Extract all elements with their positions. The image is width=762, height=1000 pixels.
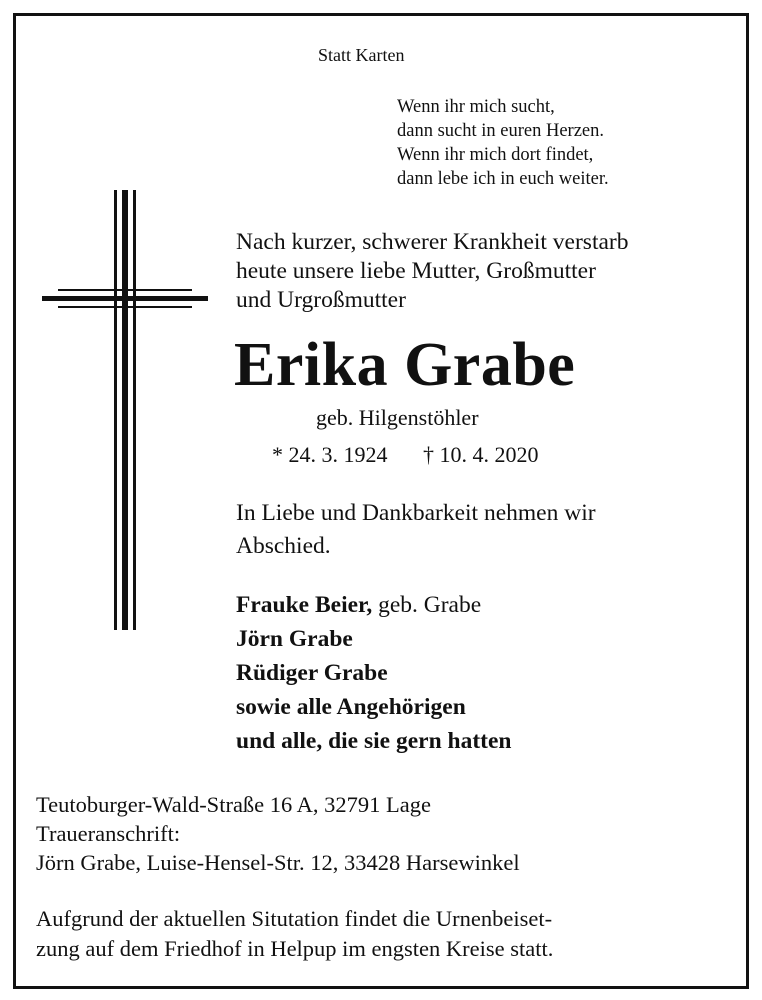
poem-line: dann sucht in euren Herzen. <box>397 121 605 141</box>
poem-line: Wenn ihr mich dort findet, <box>397 145 594 165</box>
mourner-note: geb. Grabe <box>378 592 482 618</box>
intro-line: Nach kurzer, schwerer Krankheit verstarb <box>236 229 629 255</box>
address-line: Jörn Grabe, Luise-Hensel-Str. 12, 33428 Harsewinkel <box>36 850 520 875</box>
poem-line: dann lebe ich in euch weiter. <box>397 169 609 189</box>
mourner-line: Rüdiger Grabe <box>236 660 388 686</box>
life-dates <box>272 442 539 468</box>
farewell-line: Abschied. <box>236 533 331 559</box>
poem <box>397 95 609 191</box>
mourner-line: sowie alle Angehörigen <box>236 694 466 720</box>
deceased-name: Erika Grabe <box>234 331 576 399</box>
birth-date: * 24. 3. 1924 <box>272 442 388 467</box>
burial-notice <box>36 904 553 964</box>
mourner-name: Frauke Beier, <box>236 592 373 618</box>
notice-line: Aufgrund der aktuellen Situtation findet die Urnenbeiset- <box>36 906 553 931</box>
poem-line: Wenn ihr mich sucht, <box>397 97 555 117</box>
christian-cross-icon <box>40 190 210 630</box>
birth-name: geb. Hilgenstöhler <box>316 405 479 430</box>
mourner-line: und alle, die sie gern hatten <box>236 728 512 754</box>
address-line: Traueranschrift: <box>36 821 181 846</box>
mourner-line: Jörn Grabe <box>236 626 353 652</box>
death-date: † 10. 4. 2020 <box>423 442 539 467</box>
farewell-text <box>236 497 596 563</box>
address-block <box>36 790 520 877</box>
notice-line: zung auf dem Friedhof in Helpup im engsten Kreise statt. <box>36 936 554 961</box>
intro-text <box>236 228 629 315</box>
mourner-line <box>236 588 511 622</box>
intro-line: heute unsere liebe Mutter, Großmutter <box>236 258 596 284</box>
mourners-list <box>236 588 511 758</box>
farewell-line: In Liebe und Dankbarkeit nehmen wir <box>236 500 596 526</box>
intro-line: und Urgroßmutter <box>236 287 406 313</box>
address-line: Teutoburger-Wald-Straße 16 A, 32791 Lage <box>36 792 432 817</box>
header-text: Statt Karten <box>318 45 405 65</box>
